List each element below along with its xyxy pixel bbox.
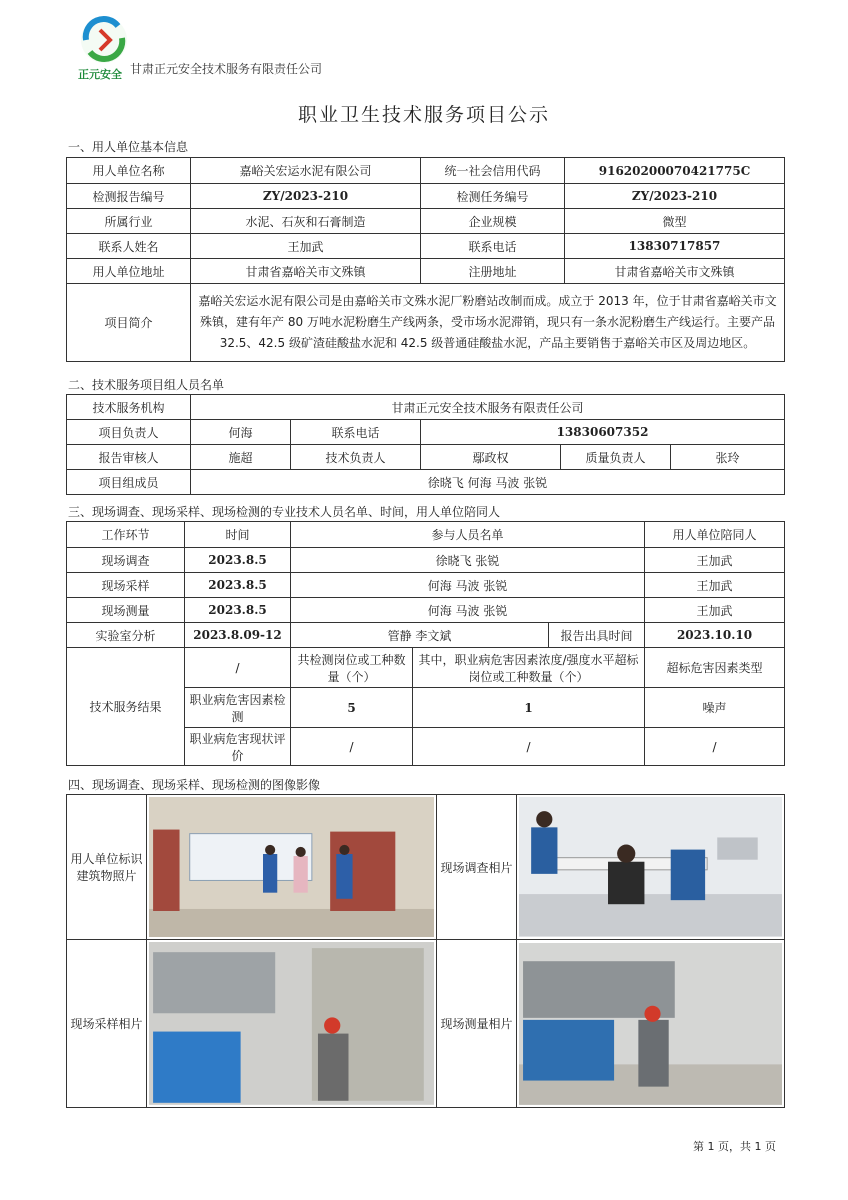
table-cell: ZY/2023-210 xyxy=(191,184,421,209)
table-cell: 报告出具时间 xyxy=(549,623,645,648)
team-members: 徐晓飞 何海 马波 张锐 xyxy=(191,470,785,495)
table-row xyxy=(67,470,785,495)
table-cell: 实验室分析 xyxy=(67,623,185,648)
table-cell: 2023.8.5 xyxy=(185,573,291,598)
table-row xyxy=(67,209,785,234)
table-cell: 参与人员名单 xyxy=(291,522,645,548)
logo-text: 正元安全 xyxy=(78,68,122,81)
table-cell: 2023.8.5 xyxy=(185,548,291,573)
table-cell: 报告审核人 xyxy=(67,445,191,470)
table-cell: / xyxy=(645,728,785,766)
table-cell: 管静 李文斌 xyxy=(291,623,549,648)
sampling-photo-label: 现场采样相片 xyxy=(67,940,147,1108)
table-cell: 其中，职业病危害因素浓度/强度水平超标岗位或工种数量（个） xyxy=(413,648,645,688)
table-cell: 张玲 xyxy=(671,445,785,470)
service-org: 甘肃正元安全技术服务有限责任公司 xyxy=(191,395,785,420)
project-intro: 嘉峪关宏运水泥有限公司是由嘉峪关市文殊水泥厂粉磨站改制而成。成立于 2013 年，位于甘肃省嘉峪关市文殊镇，建有年产 80 万吨水泥粉磨生产线两条，受市场水泥滞销，现只有一条水泥粉磨生产线运行。主要产品 32.5、42.5 级矿渣硅酸盐水泥和 42.5 级普通硅酸盐水泥，产品主要销售于嘉峪关市区及周边地区。 xyxy=(191,284,785,362)
table-cell: 现场采样 xyxy=(67,573,185,598)
table-cell: 项目负责人 xyxy=(67,420,191,445)
table-cell: 企业规模 xyxy=(421,209,565,234)
section3-heading: 三、现场调查、现场采样、现场检测的专业技术人员名单、时间，用人单位陪同人 xyxy=(68,505,501,519)
measure-photo-cell xyxy=(517,940,785,1108)
table-cell: 91620200070421775C xyxy=(565,158,785,184)
table-cell: / xyxy=(185,648,291,688)
company-logo-icon xyxy=(78,14,130,66)
table-cell: 2023.8.5 xyxy=(185,598,291,623)
building-photo-cell xyxy=(147,795,437,940)
table-cell: 工作环节 xyxy=(67,522,185,548)
table-row xyxy=(67,184,785,209)
table-cell: 所属行业 xyxy=(67,209,191,234)
table-cell: 检测任务编号 xyxy=(421,184,565,209)
table-row xyxy=(67,234,785,259)
table-cell: 微型 xyxy=(565,209,785,234)
section4-heading: 四、现场调查、现场采样、现场检测的图像影像 xyxy=(68,778,321,792)
table-cell: 联系人姓名 xyxy=(67,234,191,259)
sampling-photo-cell xyxy=(147,940,437,1108)
table-cell: 检测报告编号 xyxy=(67,184,191,209)
table-row xyxy=(67,284,785,362)
table-row xyxy=(67,598,785,623)
table-cell: 王加武 xyxy=(191,234,421,259)
table-cell: 王加武 xyxy=(645,548,785,573)
building-photo-label: 用人单位标识建筑物照片 xyxy=(67,795,147,940)
header-company-name: 甘肃正元安全技术服务有限责任公司 xyxy=(130,62,323,76)
table-cell: 现场调查 xyxy=(67,548,185,573)
photo-table xyxy=(66,794,785,1108)
table-row xyxy=(67,623,785,648)
table-row xyxy=(67,420,785,445)
table-cell: 用人单位地址 xyxy=(67,259,191,284)
table-cell: 甘肃省嘉峪关市文殊镇 xyxy=(565,259,785,284)
table-row xyxy=(67,445,785,470)
survey-photo-cell xyxy=(517,795,785,940)
table-cell: ZY/2023-210 xyxy=(565,184,785,209)
table-cell: 王加武 xyxy=(645,598,785,623)
table-cell: 注册地址 xyxy=(421,259,565,284)
table-cell: 用人单位陪同人 xyxy=(645,522,785,548)
survey-photo xyxy=(519,797,782,937)
table-cell: 现场测量 xyxy=(67,598,185,623)
section2-heading: 二、技术服务项目组人员名单 xyxy=(68,378,225,392)
table-cell: 2023.8.09-12 xyxy=(185,623,291,648)
table-cell: 联系电话 xyxy=(421,234,565,259)
measure-photo xyxy=(519,943,782,1105)
employer-info-table xyxy=(66,157,785,362)
table-cell: 13830717857 xyxy=(565,234,785,259)
table-cell: 施超 xyxy=(191,445,291,470)
table-cell: 技术负责人 xyxy=(291,445,421,470)
building-photo xyxy=(149,797,434,937)
table-cell: 技术服务机构 xyxy=(67,395,191,420)
table-cell: 职业病危害现状评价 xyxy=(185,728,291,766)
measure-photo-label: 现场测量相片 xyxy=(437,940,517,1108)
sampling-photo xyxy=(149,942,434,1105)
table-cell: 鄢政权 xyxy=(421,445,561,470)
result-label: 技术服务结果 xyxy=(67,648,185,766)
page-title: 职业卫生技术服务项目公示 xyxy=(297,104,550,126)
table-cell: 嘉峪关宏运水泥有限公司 xyxy=(191,158,421,184)
team-table xyxy=(66,394,785,495)
table-cell: 2023.10.10 xyxy=(645,623,785,648)
table-cell: 统一社会信用代码 xyxy=(421,158,565,184)
table-cell: 超标危害因素类型 xyxy=(645,648,785,688)
survey-photo-label: 现场调查相片 xyxy=(437,795,517,940)
table-cell: 水泥、石灰和石膏制造 xyxy=(191,209,421,234)
field-work-table xyxy=(66,521,785,766)
table-cell: / xyxy=(413,728,645,766)
intro-label: 项目简介 xyxy=(67,284,191,362)
page-number: 第 1 页，共 1 页 xyxy=(693,1140,776,1153)
table-row xyxy=(67,395,785,420)
table-cell: 联系电话 xyxy=(291,420,421,445)
table-cell: 时间 xyxy=(185,522,291,548)
table-cell: / xyxy=(291,728,413,766)
table-row xyxy=(67,548,785,573)
table-cell: 甘肃省嘉峪关市文殊镇 xyxy=(191,259,421,284)
company-header xyxy=(78,14,378,84)
table-cell: 5 xyxy=(291,688,413,728)
table-cell: 用人单位名称 xyxy=(67,158,191,184)
table-cell: 项目组成员 xyxy=(67,470,191,495)
table-cell: 何海 马波 张锐 xyxy=(291,573,645,598)
table-cell: 13830607352 xyxy=(421,420,785,445)
table-cell: 徐晓飞 张锐 xyxy=(291,548,645,573)
table-row xyxy=(67,158,785,184)
table-cell: 噪声 xyxy=(645,688,785,728)
table-row xyxy=(67,259,785,284)
table-cell: 何海 马波 张锐 xyxy=(291,598,645,623)
table-row xyxy=(67,522,785,548)
section1-heading: 一、用人单位基本信息 xyxy=(68,140,189,154)
table-row xyxy=(67,940,785,1108)
table-row xyxy=(67,648,785,688)
table-cell: 何海 xyxy=(191,420,291,445)
table-cell: 王加武 xyxy=(645,573,785,598)
table-cell: 质量负责人 xyxy=(561,445,671,470)
table-row xyxy=(67,573,785,598)
table-cell: 1 xyxy=(413,688,645,728)
table-cell: 职业病危害因素检测 xyxy=(185,688,291,728)
table-cell: 共检测岗位或工种数量（个） xyxy=(291,648,413,688)
table-row xyxy=(67,795,785,940)
